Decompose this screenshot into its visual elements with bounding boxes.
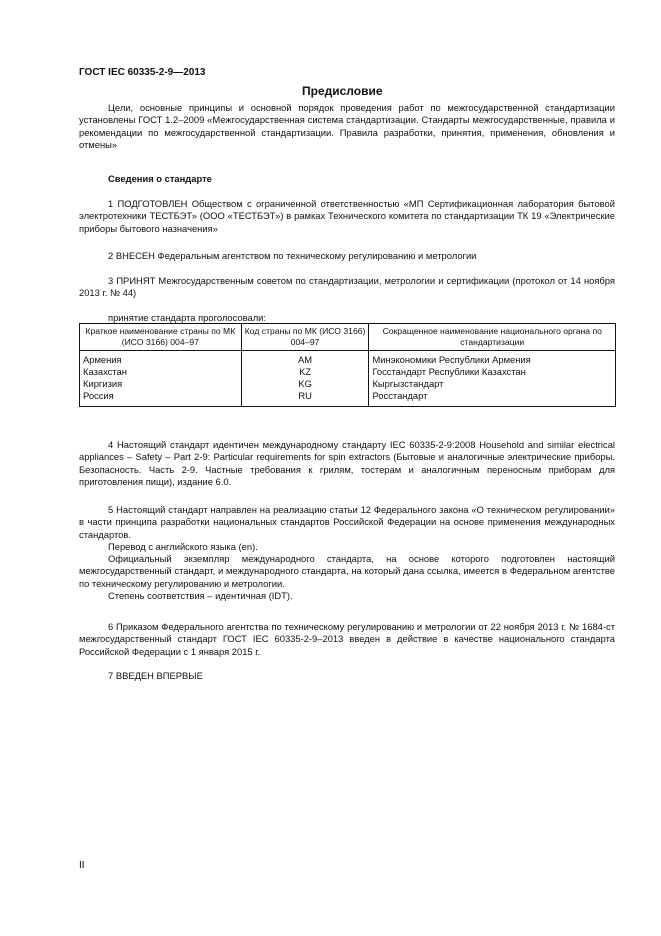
- item-5-translation: Перевод с английского языка (en).: [108, 540, 258, 552]
- item-5-paragraph: 5 Настоящий стандарт направлен на реализацию статьи 12 Федерального закона «О техническом регулировании» в части принципа разработки национальных стандартов Российской Федерации на основе применения международных стандартов.: [79, 504, 615, 540]
- item-4-paragraph: 4 Настоящий стандарт идентичен международному стандарту IEC 60335-2-9:2008 Household and similar electrical appliances – Safety – Part 2-9: Particular requirements for spin extractors (Бытовые и аналогичные электрические приборы. Безопасность. Часть 2-9. Частные требования к грилям, тостерам и аналогичным переносным приборам для приготовления пищи), издание 6.0.: [79, 439, 615, 487]
- country-name: Киргизия: [80, 378, 242, 390]
- header-country-code: Код страны по МК (ИСО 3166) 004–97: [241, 324, 369, 351]
- ratification-table: [79, 323, 616, 407]
- country-code: KG: [241, 378, 369, 390]
- national-body: Кыргызстандарт: [369, 378, 616, 390]
- vote-intro: принятие стандарта проголосовали:: [108, 312, 267, 323]
- header-country-name: Краткое наименование страны по МК (ИСО 3166) 004–97: [80, 324, 242, 351]
- item-5-official-copy: Официальный экземпляр международного стандарта, на основе которого подготовлен настоящий межгосударственный стандарт, и международного стандарта, на который дана ссылка, имеется в Федеральном агентстве по техническому регулированию и метрологии.: [79, 553, 615, 589]
- country-name: Армения: [80, 354, 242, 366]
- table-row: [80, 390, 616, 407]
- item-1-section: [79, 198, 615, 235]
- intro-section: [79, 102, 615, 151]
- country-code: AM: [241, 354, 369, 366]
- table-row: [80, 378, 616, 390]
- country-code: RU: [241, 390, 369, 407]
- item-6-section: [79, 621, 615, 658]
- item-2-section: [79, 250, 615, 262]
- national-body: Росстандарт: [369, 390, 616, 407]
- item-6-paragraph: 6 Приказом Федерального агентства по техническому регулированию и метрологии от 22 ноября 2013 г. № 1684-ст межгосударственный стандарт ГОСТ IEC 60335-2-9–2013 введен в действие в качестве национального стандарта Российской Федерации с 1 января 2015 г.: [79, 621, 615, 657]
- item-1-paragraph: 1 ПОДГОТОВЛЕН Обществом с ограниченной ответственностью «МП Сертификационная лаборатория бытовой электротехники ТЕСТБЭТ» (ООО «ТЕСТБЭТ») в рамках Технического комитета по стандартизации ТК 19 «Электрические приборы бытового назначения»: [79, 198, 615, 234]
- item-7-paragraph: 7 ВВЕДЕН ВПЕРВЫЕ: [108, 670, 203, 681]
- page-number: II: [79, 860, 85, 871]
- intro-paragraph: Цели, основные принципы и основной порядок проведения работ по межгосударственной стандартизации установлены ГОСТ 1.2–2009 «Межгосударственная система стандартизации. Стандарты межгосударственные, правила и рекомендации по межгосударственной стандартизации. Правила разработки, принятия, применения, обновления и отмены»: [79, 102, 615, 150]
- national-body: Минэкономики Республики Армения: [369, 354, 616, 366]
- item-3-paragraph: 3 ПРИНЯТ Межгосударственным советом по стандартизации, метрологии и сертификации (протокол от 14 ноября 2013 г. № 44): [79, 275, 615, 299]
- national-body: Госстандарт Республики Казахстан: [369, 366, 616, 378]
- country-name: Россия: [80, 390, 242, 407]
- item-4-section: [79, 439, 615, 488]
- page-title: Предисловие: [302, 84, 383, 98]
- item-2-paragraph: 2 ВНЕСЕН Федеральным агентством по техническому регулированию и метрологии: [108, 250, 477, 261]
- table-header-row: [80, 324, 616, 351]
- country-name: Казахстан: [80, 366, 242, 378]
- item-3-section: [79, 275, 615, 300]
- table-row: [80, 354, 616, 366]
- item-5-section: [79, 504, 615, 602]
- country-code: KZ: [241, 366, 369, 378]
- info-heading-section: [79, 173, 615, 185]
- item-7-section: [79, 670, 615, 682]
- document-code-header: ГОСТ IEC 60335-2-9—2013: [79, 67, 206, 78]
- header-national-body: Сокращенное наименование национального органа по стандартизации: [369, 324, 616, 351]
- info-heading: Сведения о стандарте: [108, 173, 212, 184]
- item-5-degree: Степень соответствия – идентичная (IDT).: [108, 590, 293, 602]
- table-row: [80, 366, 616, 378]
